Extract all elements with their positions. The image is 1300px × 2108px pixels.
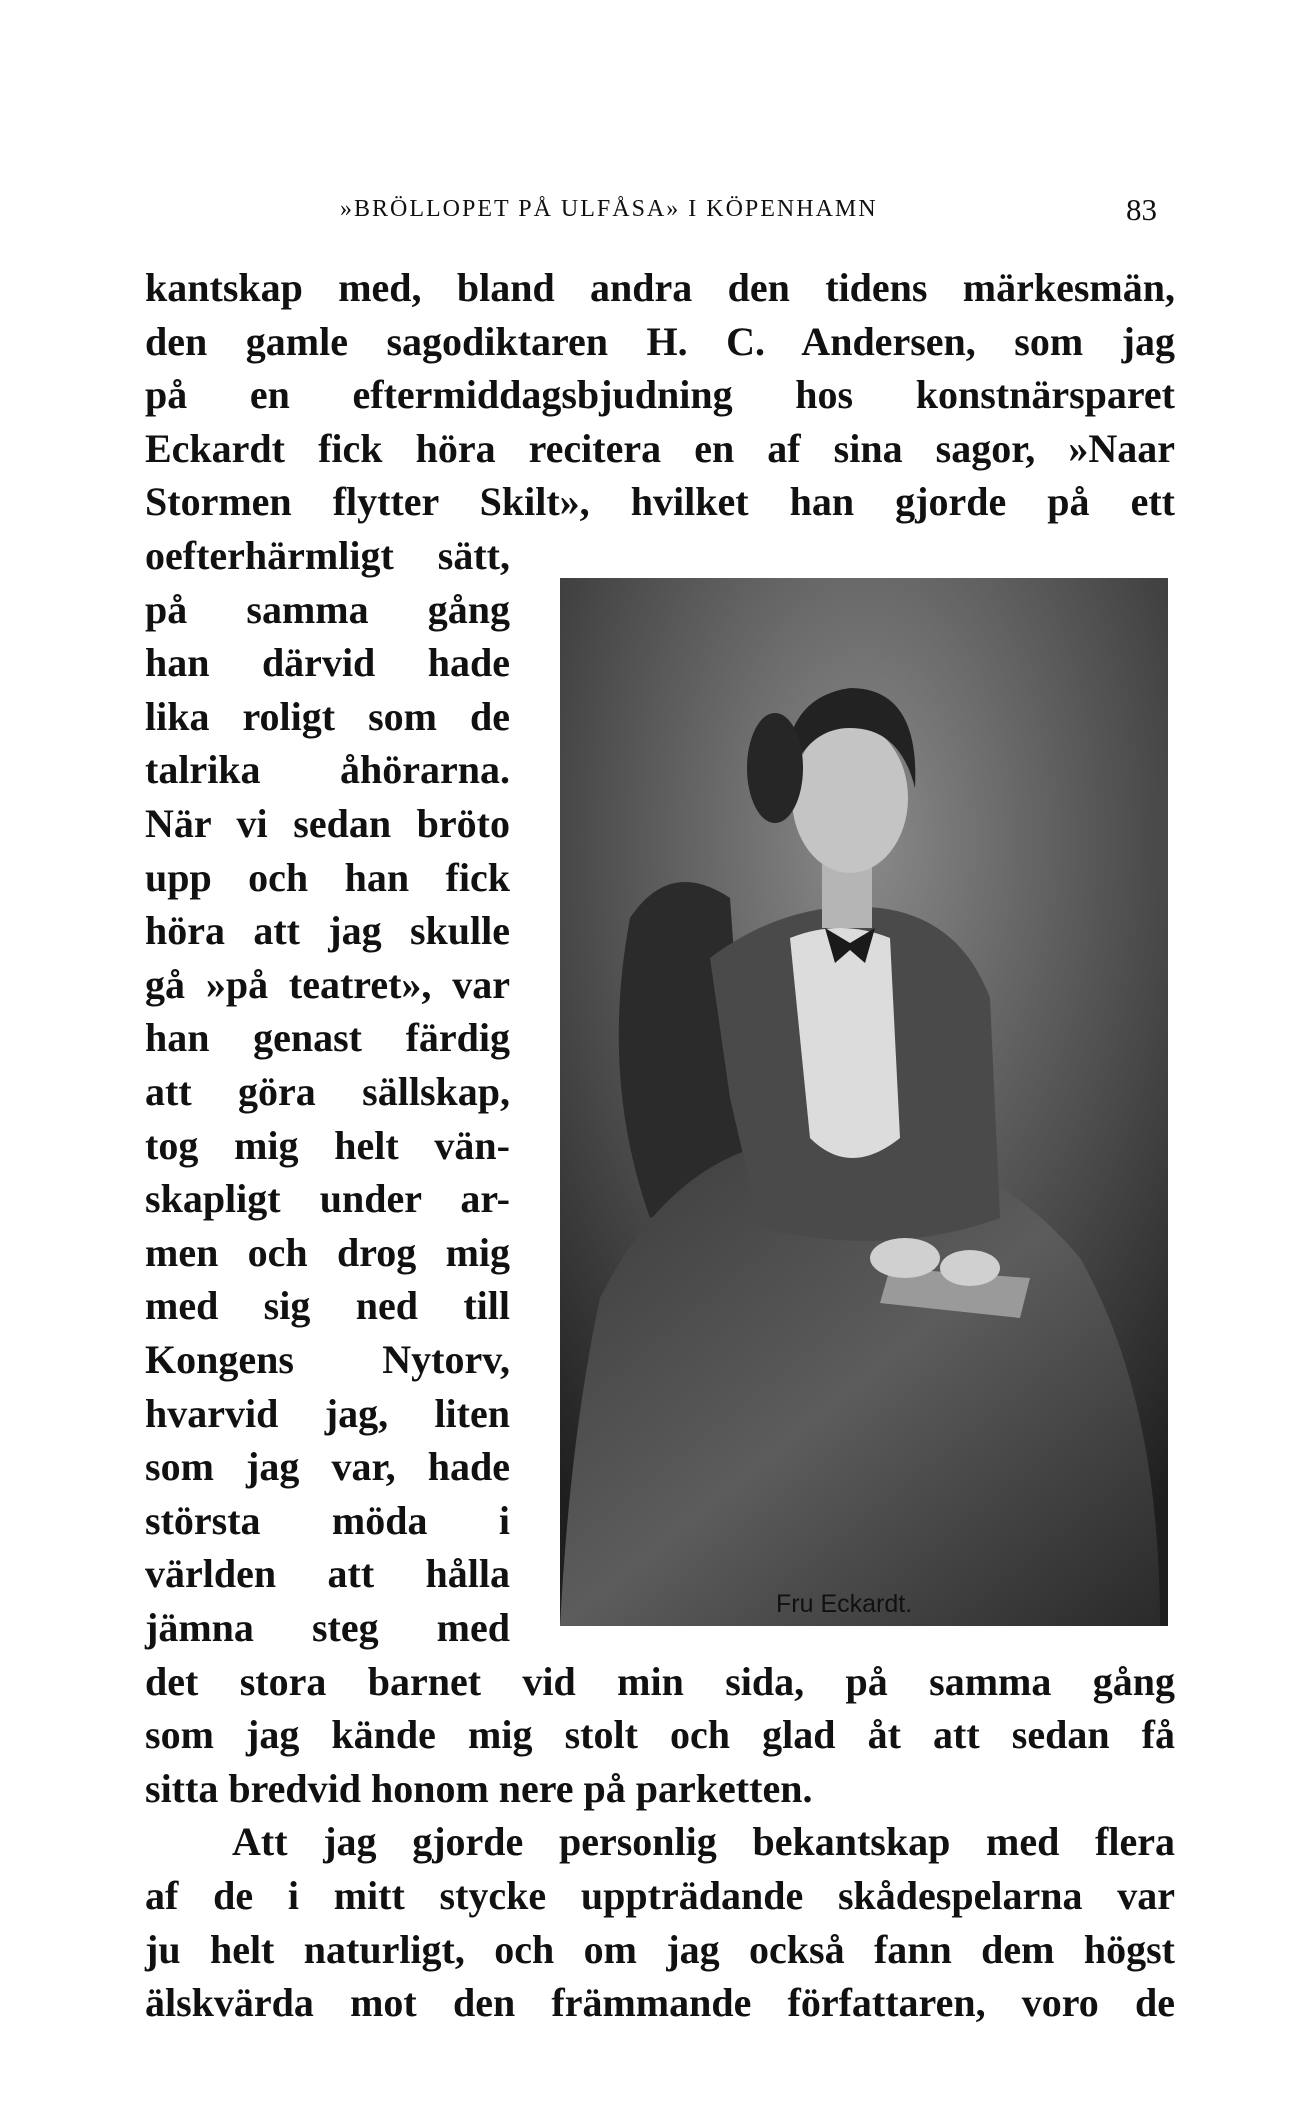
- page-number: 83: [1126, 192, 1157, 227]
- text-line: största möda i: [145, 1497, 510, 1543]
- text-line: skapligt under ar-: [145, 1176, 510, 1222]
- text-line: världen att hålla: [145, 1551, 510, 1597]
- text-line: med sig ned till: [145, 1283, 510, 1329]
- text-line: jämna steg med: [145, 1605, 510, 1650]
- text-line: men och drog mig: [145, 1229, 510, 1275]
- text-line: Eckardt fick höra recitera en af sina sagor, »Naar: [145, 425, 1175, 471]
- text-line: När vi sedan bröto: [145, 801, 510, 846]
- text-line: det stora barnet vid min sida, på samma gång: [145, 1658, 1175, 1704]
- portrait-photo: [560, 578, 1168, 1626]
- text-line: kantskap med, bland andra den tidens märkesmän,: [145, 265, 1175, 310]
- text-line: den gamle sagodiktaren H. C. Andersen, som jag: [145, 318, 1175, 364]
- text-line: hvarvid jag, liten: [145, 1390, 510, 1436]
- text-line: han därvid hade: [145, 640, 510, 686]
- text-line: talrika åhörarna.: [145, 747, 510, 793]
- text-line: på samma gång: [145, 586, 510, 632]
- text-line: att göra sällskap,: [145, 1069, 510, 1114]
- text-line: tog mig helt vän-: [145, 1122, 510, 1168]
- portrait-image: [560, 578, 1168, 1626]
- text-line: gå »på teatret», var: [145, 961, 510, 1007]
- text-line: ju helt naturligt, och om jag också fann dem högst: [145, 1926, 1175, 1972]
- text-line: höra att jag skulle: [145, 908, 510, 954]
- text-line: han genast färdig: [145, 1015, 510, 1061]
- text-line: Stormen flytter Skilt», hvilket han gjorde på ett: [145, 479, 1175, 525]
- photo-caption: Fru Eckardt.: [776, 1590, 913, 1618]
- text-line: af de i mitt stycke uppträdande skådespelarna var: [145, 1873, 1175, 1918]
- text-line: oefterhärmligt sätt,: [145, 533, 510, 578]
- text-line: sitta bredvid honom nere på parketten.: [145, 1765, 813, 1811]
- running-title: »BRÖLLOPET PÅ ULFÅSA» I KÖPENHAMN: [340, 196, 878, 222]
- text-line: som jag var, hade: [145, 1444, 510, 1490]
- text-line: lika roligt som de: [145, 693, 510, 739]
- text-line: på en eftermiddagsbjudning hos konstnärsparet: [145, 372, 1175, 418]
- text-line: älskvärda mot den främmande författaren, voro de: [145, 1980, 1175, 2026]
- text-line: upp och han fick: [145, 854, 510, 900]
- text-line: Kongens Nytorv,: [145, 1337, 510, 1382]
- text-line: som jag kände mig stolt och glad åt att sedan få: [145, 1712, 1175, 1758]
- text-line: Att jag gjorde personlig bekantskap med flera: [232, 1819, 1175, 1865]
